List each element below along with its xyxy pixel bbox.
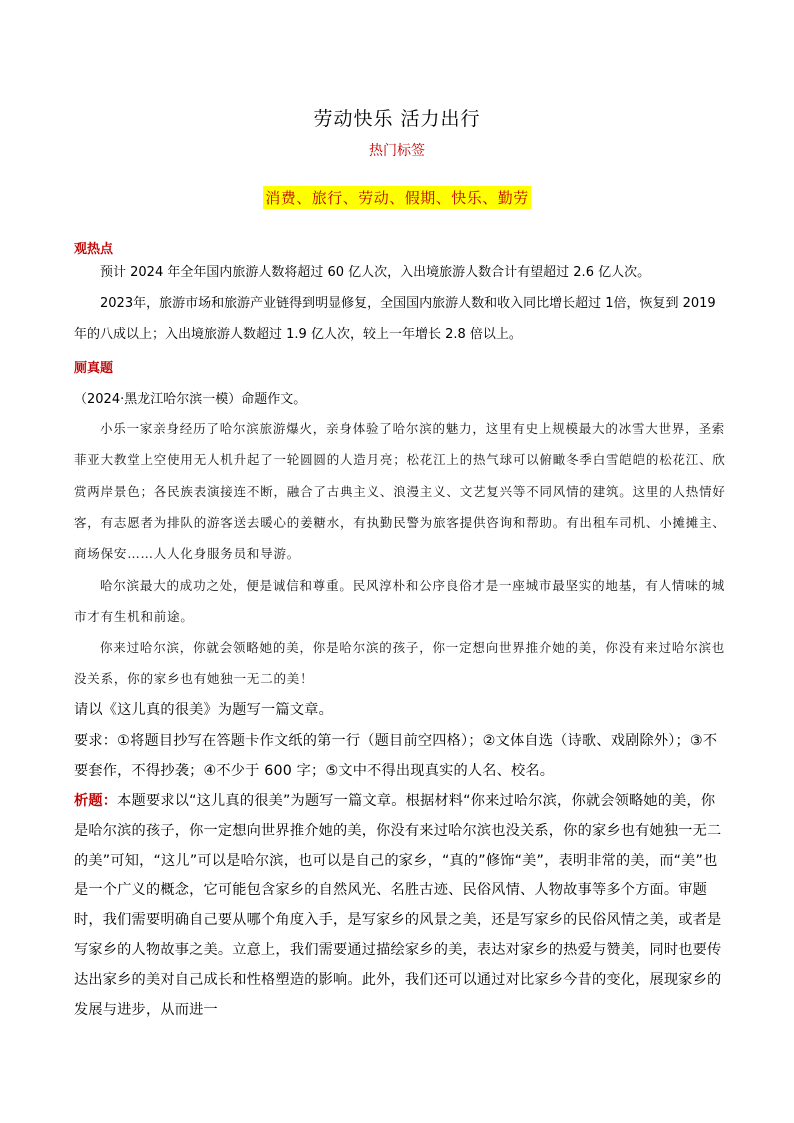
hotspot-label: 观热点 (74, 242, 114, 257)
analysis-label: 析题： (74, 793, 118, 809)
hotspot-paragraph-1: 预计 2024 年全年国内旅游人数将超过 60 亿人次，入出境旅游人数合计有望超过 2.6 亿人次。 (100, 265, 651, 280)
hot-tags: 消费、旅行、劳动、假期、快乐、勤劳 (263, 186, 531, 209)
question-source: （2024·黑龙江哈尔滨一模）命题作文。 (74, 392, 307, 407)
material-paragraph-1: 小乐一家亲身经历了哈尔滨旅游爆火，亲身体验了哈尔滨的魅力，这里有史上规模最大的冰雪大世界，圣索菲亚大教堂上空使用无人机升起了一轮圆圆的人造月亮；松花江上的热气球可以俯瞰冬季白雪皑皑的松花江、欣赏两岸景色；各民族表演接连不断，融合了古典主义、浪漫主义、文艺复兴等不同风情的建筑。这里的人热情好客，有志愿者为排队的游客送去暖心的姜糖水，有执勤民警为旅客提供咨询和帮助。有出租车司机、小摊摊主、商场保安……人人化身服务员和导游。 (74, 421, 726, 562)
material-paragraph-3: 你来过哈尔滨，你就会领略她的美，你是哈尔滨的孩子，你一定想向世界推介她的美，你没有来过哈尔滨也没关系，你的家乡也有她独一无二的美！ (74, 640, 726, 687)
hot-tags-row (0, 186, 794, 209)
page-title: 劳动快乐 活力出行 (313, 108, 481, 130)
real-question-label: 厕真题 (74, 361, 114, 376)
hotspot-paragraph-2: 2023年，旅游市场和旅游产业链得到明显修复，全国国内旅游人数和收入同比增长超过 1倍，恢复到 2019 年的八成以上；入出境旅游人数超过 1.9 亿人次，较上一年增长 2.8 倍以上。 (74, 296, 716, 342)
writing-prompt: 请以《这儿真的很美》为题写一篇文章。 (74, 702, 333, 718)
analysis-paragraph (74, 787, 724, 1025)
analysis-text: 本题要求以“这儿真的很美”为题写一篇文章。根据材料“你来过哈尔滨，你就会领略她的美，你是哈尔滨的孩子，你一定想向世界推介她的美，你没有来过哈尔滨也没关系，你的家乡也有她独一无二的美”可知，“这儿”可以是哈尔滨，也可以是自己的家乡，“真的”修饰“美”，表明非常的美，而“美”也是一个广义的概念，它可能包含家乡的自然风光、名胜古迹、民俗风情、人物故事等多个方面。审题时，我们需要明确自己要从哪个角度入手，是写家乡的风景之美，还是写家乡的民俗风情之美，或者是写家乡的人物故事之美。立意上，我们需要通过描绘家乡的美，表达对家乡的热爱与赞美，同时也要传达出家乡的美对自己成长和性格塑造的影响。此外，我们还可以通过对比家乡今昔的变化，展现家乡的发展与进步，从而进一 (74, 793, 722, 1018)
writing-requirements: 要求：①将题目抄写在答题卡作文纸的第一行（题目前空四格）；②文体自选（诗歌、戏剧除外）；③不要套作，不得抄袭；④不少于 600 字；⑤文中不得出现真实的人名、校名。 (74, 733, 718, 779)
material-paragraph-2: 哈尔滨最大的成功之处，便是诚信和尊重。民风淳朴和公序良俗才是一座城市最坚实的地基，有人情味的城市才有生机和前途。 (74, 578, 726, 625)
page-subtitle: 热门标签 (369, 143, 425, 159)
